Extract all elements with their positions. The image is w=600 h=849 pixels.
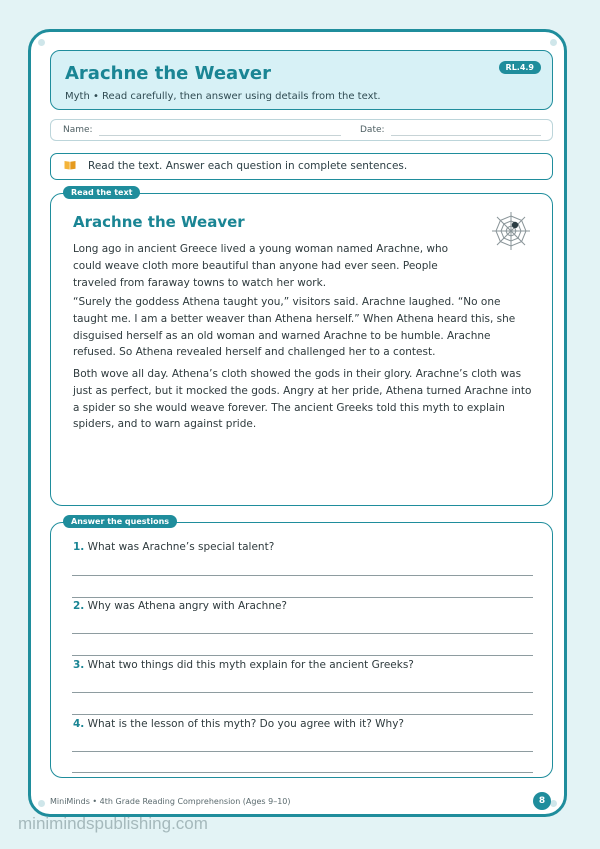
story-paragraph: “Surely the goddess Athena taught you,” visitors said. Arachne laughed. “No one taught me. I am a better weaver than Athena herself.” When Athena heard this, she disguised herself as an old woman and warned Arachne to be humble. Arachne refused. So Athena revealed herself and challenged her to a contest. (73, 296, 516, 359)
answer-line[interactable] (72, 692, 533, 693)
question-2 (73, 600, 287, 612)
question-number: 1. (73, 541, 85, 553)
watermark: minimindspublishing.com (18, 814, 208, 833)
question-number: 3. (73, 659, 85, 671)
corner-dot (550, 800, 557, 807)
answer-line[interactable] (72, 633, 533, 634)
instructions-text: Read the text. Answer each question in complete sentences. (88, 160, 408, 172)
answer-line[interactable] (72, 772, 533, 773)
answer-line[interactable] (72, 751, 533, 752)
answer-line[interactable] (72, 597, 533, 598)
story-paragraph: Long ago in ancient Greece lived a young woman named Arachne, who could weave cloth more beautiful than anyone had ever seen. People traveled from faraway towns to watch her work. (73, 243, 449, 289)
question-4 (73, 718, 404, 730)
page-number-badge: 8 (533, 792, 551, 810)
name-label: Name: (63, 125, 93, 135)
worksheet-header (50, 50, 553, 110)
worksheet-page (28, 29, 567, 817)
page-title: Arachne the Weaver (65, 63, 272, 84)
reading-section (50, 188, 553, 506)
footer-text: MiniMinds • 4th Grade Reading Comprehension (Ages 9–10) (50, 797, 291, 806)
story-paragraph: Both wove all day. Athena’s cloth showed the gods in their glory. Arachne’s cloth was just as perfect, but it mocked the gods. Angry at her pride, Athena turned Arachne into a spider so she would weave forever. The ancient Greeks told this myth to explain spiders, and to warn against pride. (73, 368, 532, 431)
answer-line[interactable] (72, 575, 533, 576)
questions-section (50, 517, 553, 778)
question-text: What two things did this myth explain for the ancient Greeks? (87, 659, 414, 671)
date-field[interactable] (391, 135, 541, 136)
story-title: Arachne the Weaver (73, 213, 245, 231)
page-subtitle: Myth • Read carefully, then answer using details from the text. (65, 91, 381, 102)
reading-tag: Read the text (63, 186, 140, 199)
question-text: What is the lesson of this myth? Do you agree with it? Why? (87, 718, 404, 730)
corner-dot (38, 39, 45, 46)
answer-line[interactable] (72, 714, 533, 715)
standard-badge: RL.4.9 (499, 61, 541, 74)
question-text: Why was Athena angry with Arachne? (87, 600, 288, 612)
corner-dot (38, 800, 45, 807)
name-field[interactable] (99, 135, 341, 136)
instructions-bar (50, 153, 553, 180)
answer-line[interactable] (72, 655, 533, 656)
spider-web-icon (490, 210, 532, 252)
corner-dot (550, 39, 557, 46)
questions-tag: Answer the questions (63, 515, 177, 528)
name-date-bar (50, 119, 553, 141)
date-label: Date: (360, 125, 385, 135)
question-number: 4. (73, 718, 85, 730)
question-3 (73, 659, 414, 671)
book-icon (64, 160, 76, 170)
question-number: 2. (73, 600, 85, 612)
question-text: What was Arachne’s special talent? (87, 541, 275, 553)
question-1 (73, 541, 274, 553)
